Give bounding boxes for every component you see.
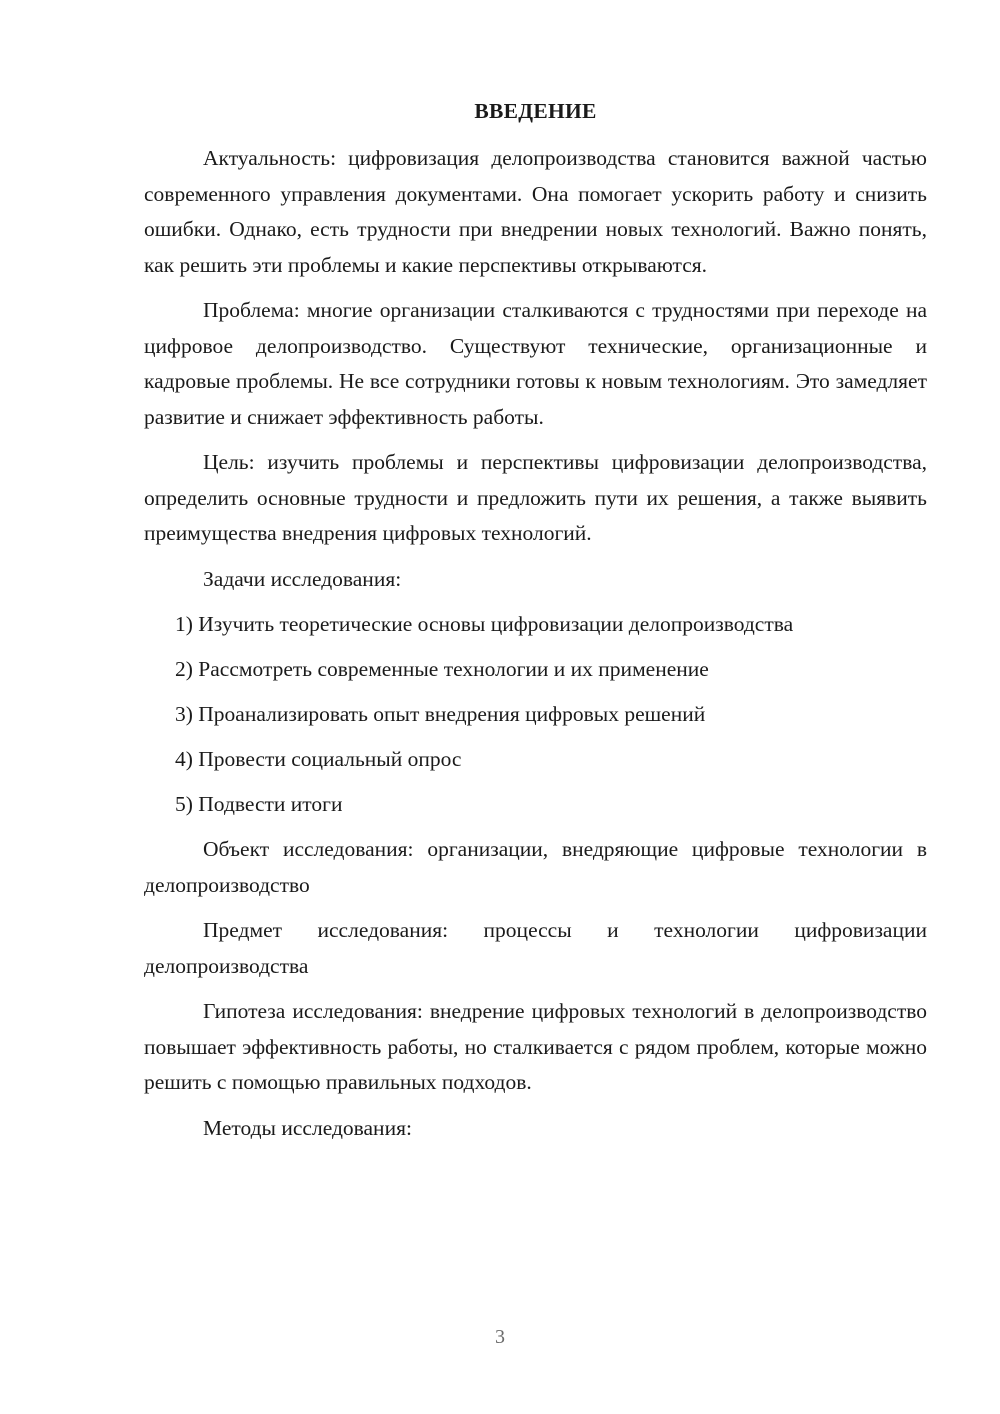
page-title: ВВЕДЕНИЕ (474, 99, 597, 123)
tasks-heading: Задачи исследования: (203, 566, 402, 591)
methods-heading: Методы исследования: (203, 1115, 412, 1140)
document-page (144, 94, 927, 1156)
goal-paragraph: Цель: изучить проблемы и перспективы цифровизации делопроизводства, определить основные трудности и предложить пути их решения, а также выявить преимущества внедрения цифровых технологий. (144, 450, 927, 545)
task-item-1: 1) Изучить теоретические основы цифровизации делопроизводства (175, 612, 794, 636)
task-item-3: 3) Проанализировать опыт внедрения цифровых решений (175, 702, 706, 726)
tasks-list (144, 607, 927, 823)
object-paragraph: Объект исследования: организации, внедряющие цифровые технологии в делопроизводство (144, 837, 927, 897)
hypothesis-paragraph: Гипотеза исследования: внедрение цифровых технологий в делопроизводство повышает эффективность работы, но сталкивается с рядом проблем, которые можно решить с помощью правильных подходов. (144, 999, 927, 1094)
relevance-paragraph: Актуальность: цифровизация делопроизводства становится важной частью современного управления документами. Она помогает ускорить работу и снизить ошибки. Однако, есть трудности при внедрении новых технологий. Важно понять, как решить эти проблемы и какие перспективы открываются. (144, 146, 927, 277)
task-item-5: 5) Подвести итоги (175, 792, 343, 816)
task-item-4: 4) Провести социальный опрос (175, 747, 462, 771)
problem-paragraph: Проблема: многие организации сталкиваются с трудностями при переходе на цифровое делопроизводство. Существуют технические, организационные и кадровые проблемы. Не все сотрудники готовы к новым технологиям. Это замедляет развитие и снижает эффективность работы. (144, 298, 927, 429)
page-number: 3 (495, 1326, 505, 1348)
task-item-2: 2) Рассмотреть современные технологии и их применение (175, 657, 709, 681)
subject-paragraph: Предмет исследования: процессы и технологии цифровизации делопроизводства (144, 918, 927, 978)
